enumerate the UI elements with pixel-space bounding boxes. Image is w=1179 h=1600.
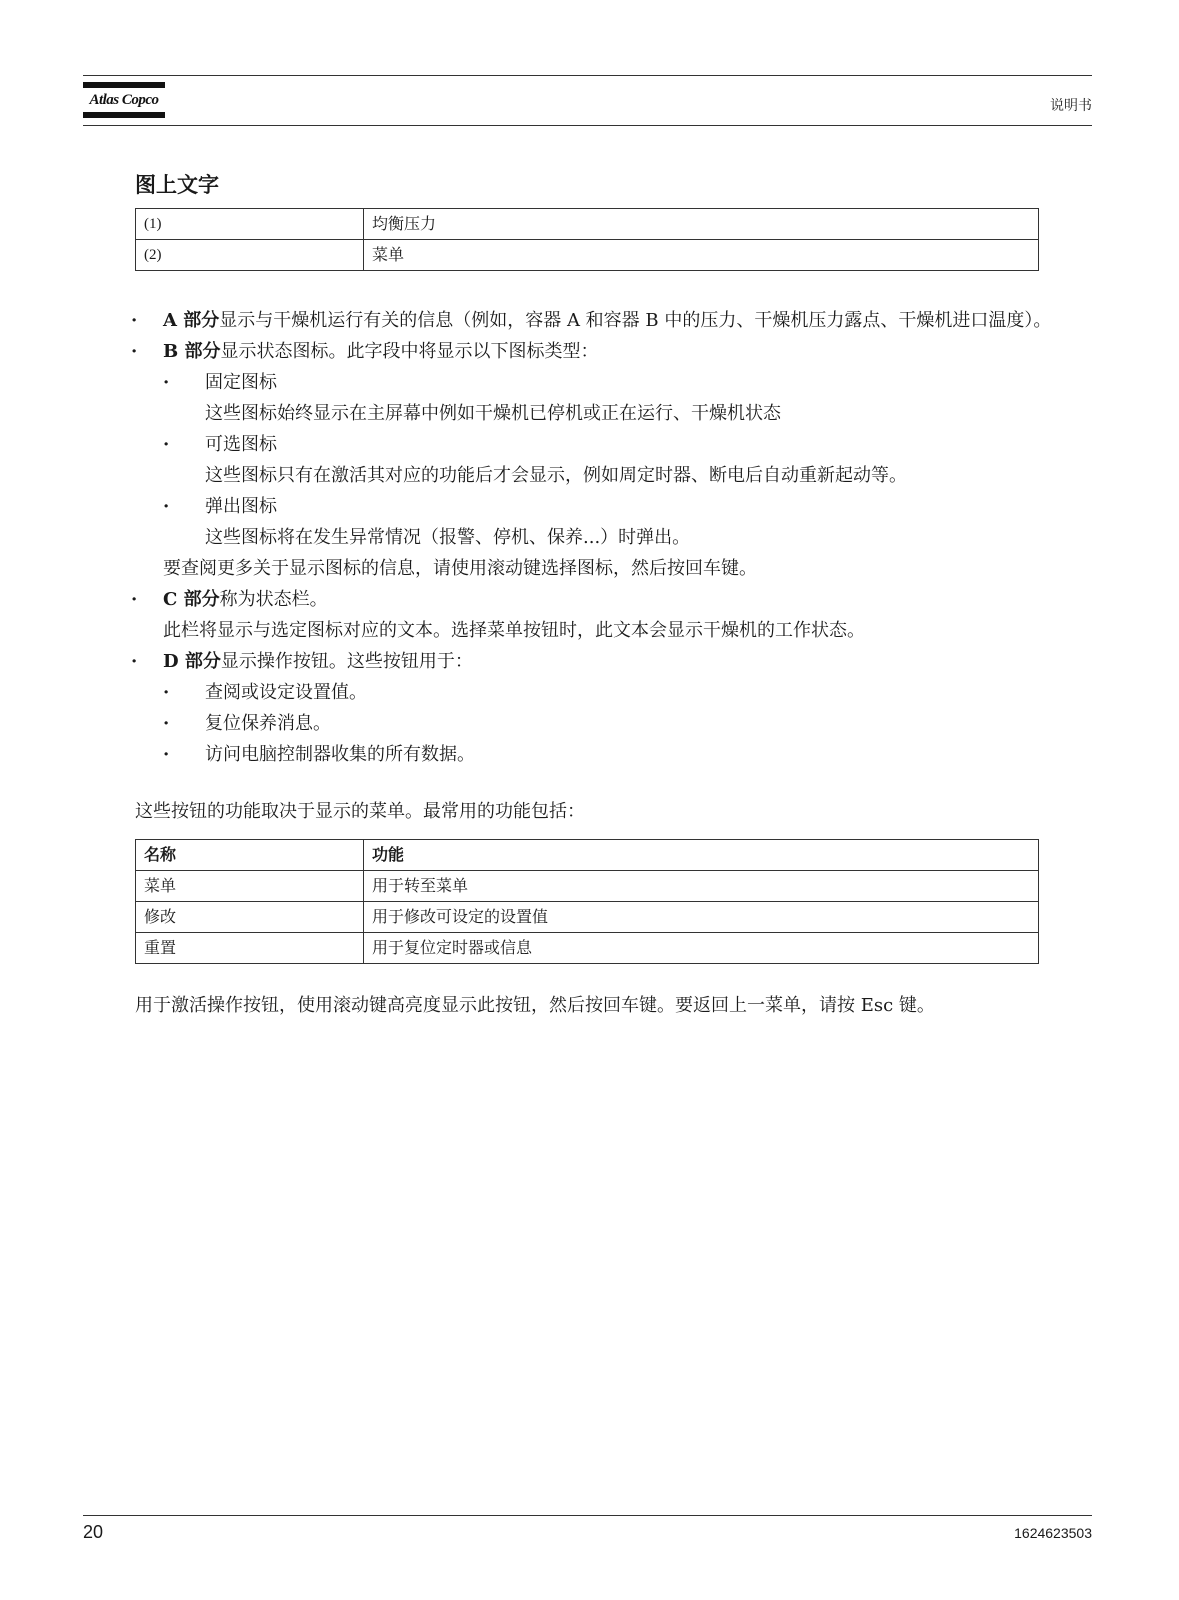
table-row bbox=[136, 871, 1039, 902]
logo-top-bar bbox=[83, 82, 165, 88]
button-usage-list bbox=[163, 677, 1055, 770]
table-header-row bbox=[136, 840, 1039, 871]
list-item bbox=[205, 429, 1055, 491]
list-item-section-a bbox=[135, 305, 1055, 336]
table-row bbox=[136, 933, 1039, 964]
header-bottom-rule bbox=[83, 125, 1092, 126]
list-item-section-b bbox=[135, 336, 1055, 584]
icon-type-desc: 这些图标只有在激活其对应的功能后才会显示，例如周定时器、断电后自动重新起动等。 bbox=[205, 465, 907, 486]
section-d-text: 显示操作按钮。这些按钮用于： bbox=[220, 651, 473, 672]
column-header-name: 名称 bbox=[136, 840, 364, 871]
function-description: 用于修改可设定的设置值 bbox=[364, 902, 1039, 933]
page-content bbox=[135, 170, 1055, 1021]
list-item bbox=[205, 491, 1055, 553]
list-item bbox=[205, 367, 1055, 429]
logo-bottom-bar bbox=[83, 112, 165, 118]
document-type-label: 说明书 bbox=[1050, 97, 1092, 113]
document-number: 1624623503 bbox=[1014, 1525, 1092, 1541]
table-row bbox=[136, 240, 1039, 271]
legend-number: (1) bbox=[136, 209, 364, 240]
page-number: 20 bbox=[83, 1522, 104, 1542]
list-item: · 访问电脑控制器收集的所有数据。 bbox=[205, 739, 1055, 770]
legend-number: (2) bbox=[136, 240, 364, 271]
column-header-function: 功能 bbox=[364, 840, 1039, 871]
icon-type-desc: 这些图标始终显示在主屏幕中例如干燥机已停机或正在运行、干燥机状态 bbox=[205, 403, 781, 424]
section-b-note: 要查阅更多关于显示图标的信息，请使用滚动键选择图标，然后按回车键。 bbox=[163, 558, 757, 579]
table-row bbox=[136, 209, 1039, 240]
atlas-copco-logo bbox=[83, 82, 165, 124]
list-item-section-d bbox=[135, 646, 1055, 770]
header-top-rule bbox=[83, 75, 1092, 76]
section-b-text: 显示状态图标。此字段中将显示以下图标类型： bbox=[220, 341, 599, 362]
section-c-text: 称为状态栏。 bbox=[219, 589, 328, 610]
list-item-section-c bbox=[135, 584, 1055, 646]
section-c-note: 此栏将显示与选定图标对应的文本。选择菜单按钮时，此文本会显示干燥机的工作状态。 bbox=[163, 620, 865, 641]
icon-type-list bbox=[163, 367, 1055, 553]
function-name: 重置 bbox=[136, 933, 364, 964]
legend-text: 均衡压力 bbox=[364, 209, 1039, 240]
function-name: 修改 bbox=[136, 902, 364, 933]
footer-rule bbox=[83, 1515, 1092, 1516]
legend-text: 菜单 bbox=[364, 240, 1039, 271]
function-description: 用于转至菜单 bbox=[364, 871, 1039, 902]
functions-intro: 这些按钮的功能取决于显示的菜单。最常用的功能包括： bbox=[135, 801, 585, 822]
table-row bbox=[136, 902, 1039, 933]
section-d-label: D 部分 bbox=[163, 651, 221, 672]
section-c-label: C 部分 bbox=[163, 589, 220, 610]
legend-title: 图上文字 bbox=[135, 172, 219, 197]
logo-text: Atlas Copco bbox=[89, 92, 159, 108]
list-item: · 查阅或设定设置值。 bbox=[205, 677, 1055, 708]
functions-table bbox=[135, 839, 1039, 964]
section-b-label: B 部分 bbox=[163, 341, 221, 362]
legend-table bbox=[135, 208, 1039, 271]
icon-type-title: · 固定图标 bbox=[205, 372, 277, 393]
section-a-text: 显示与干燥机运行有关的信息（例如，容器 A 和容器 B 中的压力、干燥机压力露点、干燥机进口温度）。 bbox=[219, 310, 1052, 331]
section-a-label: A 部分 bbox=[163, 310, 220, 331]
icon-type-title: · 弹出图标 bbox=[205, 496, 277, 517]
function-description: 用于复位定时器或信息 bbox=[364, 933, 1039, 964]
function-name: 菜单 bbox=[136, 871, 364, 902]
section-bullet-list bbox=[135, 305, 1055, 770]
icon-type-title: · 可选图标 bbox=[205, 434, 277, 455]
icon-type-desc: 这些图标将在发生异常情况（报警、停机、保养...）时弹出。 bbox=[205, 527, 691, 548]
closing-paragraph: 用于激活操作按钮，使用滚动键高亮度显示此按钮，然后按回车键。要返回上一菜单，请按 Esc 键。 bbox=[135, 995, 935, 1016]
list-item: · 复位保养消息。 bbox=[205, 708, 1055, 739]
